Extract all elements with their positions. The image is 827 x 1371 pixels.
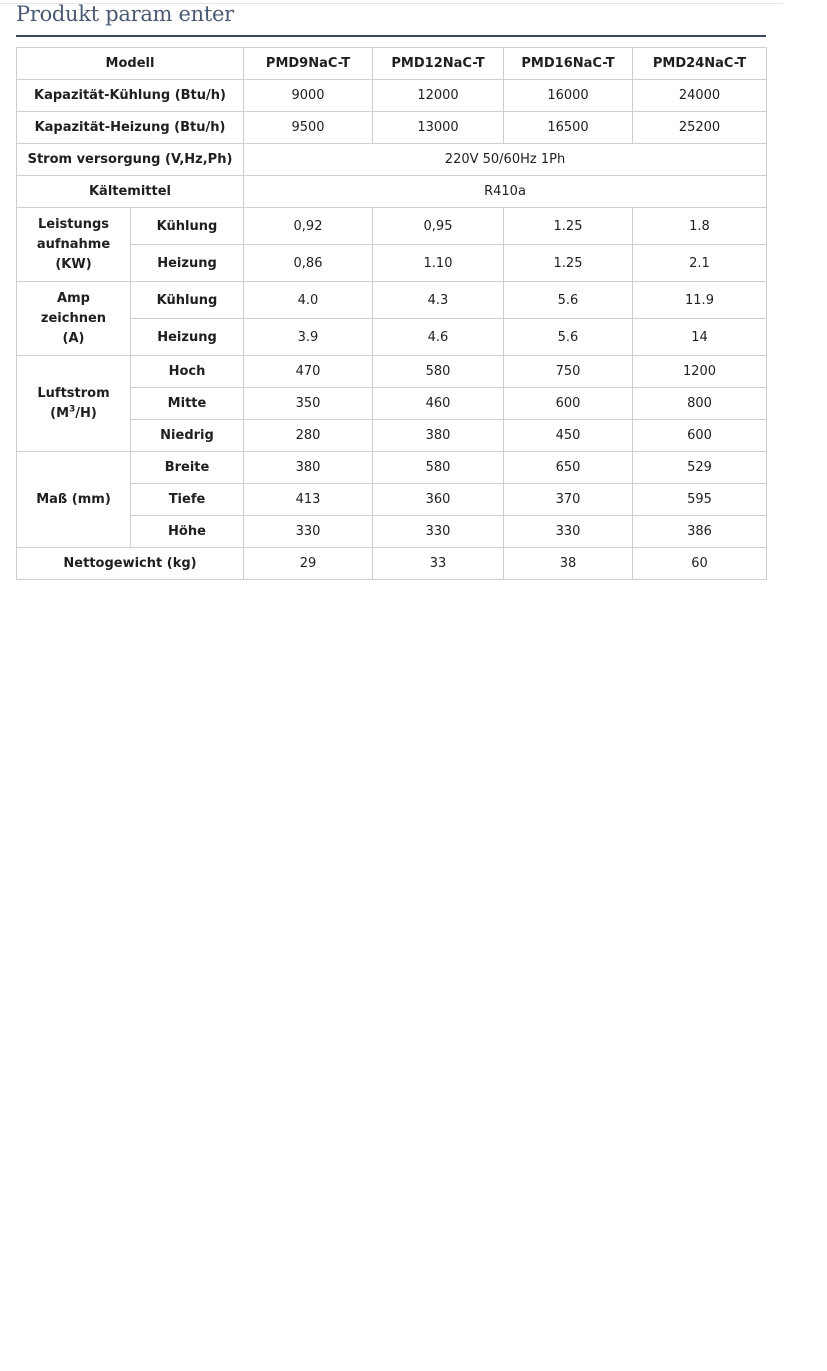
table-cell: 16000 — [504, 80, 633, 112]
table-row-capacity-heating — [17, 112, 767, 144]
table-cell: 460 — [373, 388, 504, 420]
table-cell: 2.1 — [633, 245, 767, 282]
page-title: Produkt param enter — [16, 2, 234, 26]
header-model-1: PMD9NaC-T — [244, 48, 373, 80]
group-label-airflow — [17, 356, 131, 452]
table-cell: 450 — [504, 420, 633, 452]
table-cell: 1.10 — [373, 245, 504, 282]
table-cell: 0,86 — [244, 245, 373, 282]
table-cell: 1.25 — [504, 208, 633, 245]
table-cell: 595 — [633, 484, 767, 516]
product-parameter-table — [16, 47, 767, 580]
table-cell: 38 — [504, 548, 633, 580]
table-cell: 330 — [373, 516, 504, 548]
table-cell: 0,95 — [373, 208, 504, 245]
group-label-dimensions: Maß (mm) — [17, 452, 131, 548]
table-cell: 280 — [244, 420, 373, 452]
table-cell: 800 — [633, 388, 767, 420]
sub-label: Höhe — [131, 516, 244, 548]
table-cell: 370 — [504, 484, 633, 516]
table-row-capacity-cooling — [17, 80, 767, 112]
table-cell: 580 — [373, 356, 504, 388]
group-label-line: /H) — [75, 405, 97, 421]
table-cell: 360 — [373, 484, 504, 516]
table-cell: 5.6 — [504, 319, 633, 356]
table-cell: 413 — [244, 484, 373, 516]
group-label-power-input — [17, 208, 131, 282]
row-label: Nettogewicht (kg) — [17, 548, 244, 580]
table-row-airflow-high — [17, 356, 767, 388]
table-cell: 24000 — [633, 80, 767, 112]
row-label: Kapazität-Kühlung (Btu/h) — [17, 80, 244, 112]
sub-label: Niedrig — [131, 420, 244, 452]
table-cell: 529 — [633, 452, 767, 484]
table-row-refrigerant — [17, 176, 767, 208]
header-model-4: PMD24NaC-T — [633, 48, 767, 80]
table-cell: 29 — [244, 548, 373, 580]
table-cell: 0,92 — [244, 208, 373, 245]
table-cell: 12000 — [373, 80, 504, 112]
row-label: Strom versorgung (V,Hz,Ph) — [17, 144, 244, 176]
table-cell: 220V 50/60Hz 1Ph — [244, 144, 767, 176]
table-cell: R410a — [244, 176, 767, 208]
table-cell: 5.6 — [504, 282, 633, 319]
table-cell: 25200 — [633, 112, 767, 144]
table-cell: 4.0 — [244, 282, 373, 319]
sub-label: Hoch — [131, 356, 244, 388]
table-cell: 9500 — [244, 112, 373, 144]
group-label-amp — [17, 282, 131, 356]
table-cell: 380 — [373, 420, 504, 452]
row-label: Kältemittel — [17, 176, 244, 208]
group-label-line: (A) — [62, 330, 85, 346]
group-label-line: Leistungs — [37, 216, 110, 232]
table-cell: 14 — [633, 319, 767, 356]
header-model-label: Modell — [17, 48, 244, 80]
table-cell: 9000 — [244, 80, 373, 112]
table-cell: 470 — [244, 356, 373, 388]
table-row-net-weight — [17, 548, 767, 580]
sub-label: Tiefe — [131, 484, 244, 516]
sub-label: Breite — [131, 452, 244, 484]
row-label: Kapazität-Heizung (Btu/h) — [17, 112, 244, 144]
group-label-line: Luftstrom — [37, 385, 110, 401]
group-label-line: zeichnen — [40, 310, 107, 326]
table-cell: 4.6 — [373, 319, 504, 356]
table-cell: 386 — [633, 516, 767, 548]
table-cell: 600 — [504, 388, 633, 420]
group-label-line: (M — [50, 405, 70, 421]
table-row-power-input-cooling — [17, 208, 767, 245]
title-underline — [16, 35, 766, 37]
table-row-power-supply — [17, 144, 767, 176]
sub-label: Mitte — [131, 388, 244, 420]
sub-label: Heizung — [131, 245, 244, 282]
table-row-header — [17, 48, 767, 80]
table-cell: 16500 — [504, 112, 633, 144]
table-cell: 33 — [373, 548, 504, 580]
group-label-line: aufnahme — [36, 236, 111, 252]
table-cell: 380 — [244, 452, 373, 484]
table-cell: 1.25 — [504, 245, 633, 282]
sub-label: Kühlung — [131, 282, 244, 319]
superscript: 3 — [69, 404, 76, 415]
sub-label: Heizung — [131, 319, 244, 356]
table-cell: 1200 — [633, 356, 767, 388]
header-model-2: PMD12NaC-T — [373, 48, 504, 80]
header-model-3: PMD16NaC-T — [504, 48, 633, 80]
group-label-line: (KW) — [55, 256, 92, 272]
table-cell: 11.9 — [633, 282, 767, 319]
table-cell: 580 — [373, 452, 504, 484]
table-cell: 3.9 — [244, 319, 373, 356]
table-cell: 60 — [633, 548, 767, 580]
table-cell: 350 — [244, 388, 373, 420]
table-cell: 1.8 — [633, 208, 767, 245]
table-cell: 600 — [633, 420, 767, 452]
sub-label: Kühlung — [131, 208, 244, 245]
table-cell: 330 — [244, 516, 373, 548]
group-label-line: Amp — [57, 290, 90, 306]
table-cell: 13000 — [373, 112, 504, 144]
table-cell: 750 — [504, 356, 633, 388]
table-row-amp-cooling — [17, 282, 767, 319]
table-row-dimension-width — [17, 452, 767, 484]
table-cell: 330 — [504, 516, 633, 548]
table-cell: 4.3 — [373, 282, 504, 319]
table-cell: 650 — [504, 452, 633, 484]
